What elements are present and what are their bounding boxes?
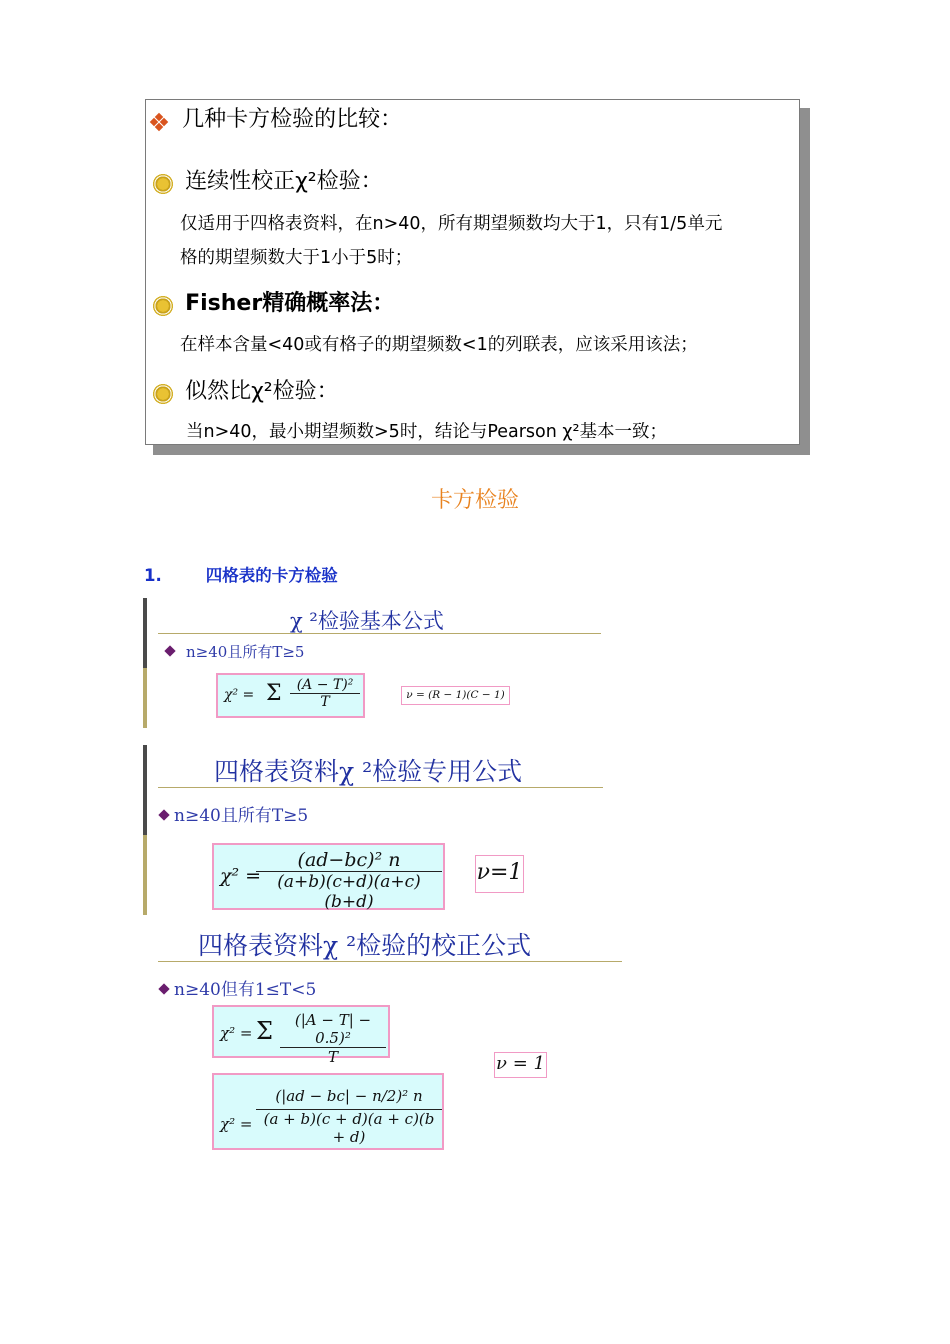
slide-title: 四格表资料χ ²检验专用公式 (214, 757, 523, 786)
formula-lhs: χ² = (224, 687, 255, 703)
sun-bullet-icon (154, 175, 172, 193)
formula-lhs: χ² = (220, 1024, 253, 1042)
item-heading: 连续性校正χ²检验： (185, 169, 383, 194)
formula-denominator: (a + b)(c + d)(a + c)(b + d) (263, 1110, 435, 1146)
formula-fraction (256, 1087, 442, 1146)
diamond-bullet-icon (164, 645, 175, 656)
df-box: ν = 1 (494, 1052, 547, 1078)
sum-symbol: Σ (266, 681, 282, 706)
formula-denominator: T (320, 694, 330, 710)
slide-left-bar-top (143, 745, 147, 835)
formula-fraction (256, 849, 442, 912)
section-number: 1. (144, 566, 162, 585)
condition-text: n≥40且所有T≥5 (186, 643, 305, 661)
diamond-bullet-icon (158, 983, 169, 994)
section-title: 四格表的卡方检验 (205, 566, 338, 585)
formula-fraction (280, 1011, 386, 1066)
formula-numerator: (|A − T| − 0.5)² (280, 1011, 386, 1048)
formula-numerator: (ad−bc)² n (256, 849, 442, 872)
formula-lhs: χ² = (220, 1115, 253, 1133)
condition (160, 975, 316, 1000)
section-heading (144, 562, 338, 586)
sun-bullet-icon (154, 385, 172, 403)
condition (160, 801, 308, 826)
slide-title: χ ²检验基本公式 (290, 609, 444, 633)
df-box: ν = (R − 1)(C − 1) (401, 686, 510, 705)
formula-lhs: χ² = (220, 865, 262, 887)
sun-bullet-icon (154, 297, 172, 315)
df-box: ν=1 (475, 855, 524, 893)
title-underline (158, 961, 622, 962)
title-underline (158, 787, 603, 788)
sum-symbol: Σ (256, 1017, 273, 1045)
four-diamond-bullet-icon (151, 114, 167, 130)
comparison-box (145, 99, 800, 445)
formula-numerator: (|ad − bc| − n/2)² n (256, 1087, 442, 1110)
comparison-title-row (151, 102, 402, 133)
item-text: 在样本含量<40或有格子的期望频数<1的列联表，应该采用该法； (180, 335, 698, 355)
condition (166, 641, 304, 662)
item-heading-row (154, 374, 339, 405)
item-text: 格的期望频数大于1小于5时； (180, 248, 413, 268)
comparison-title: 几种卡方检验的比较： (182, 107, 403, 132)
formula-denominator: T (327, 1048, 338, 1066)
slide-left-bar-top (143, 598, 147, 668)
condition-text: n≥40但有1≤T<5 (174, 980, 317, 1000)
formula-numerator: (A − T)² (290, 677, 360, 694)
condition-text: n≥40且所有T≥5 (174, 806, 309, 826)
formula-corrected-basic (212, 1005, 390, 1066)
formula-fraction (290, 677, 360, 710)
item-heading-row (154, 286, 394, 317)
title-underline (158, 633, 601, 634)
formula-basic (216, 673, 365, 718)
slide-title: 四格表资料χ ²检验的校正公式 (198, 931, 532, 960)
item-heading-row (154, 164, 383, 195)
formula-corrected-fourfold (212, 1073, 444, 1150)
diamond-bullet-icon (158, 809, 169, 820)
page-title: 卡方检验 (430, 488, 519, 513)
item-heading: 似然比χ²检验： (185, 379, 339, 404)
item-text: 仅适用于四格表资料，在n>40，所有期望频数均大于1，只有1/5单元 (180, 214, 723, 234)
formula-denominator: (a+b)(c+d)(a+c)(b+d) (277, 872, 421, 912)
formula-fourfold (212, 843, 445, 910)
item-text: 当n>40，最小期望频数>5时，结论与Pearson χ²基本一致； (186, 422, 668, 442)
item-heading: Fisher精确概率法： (185, 291, 395, 316)
